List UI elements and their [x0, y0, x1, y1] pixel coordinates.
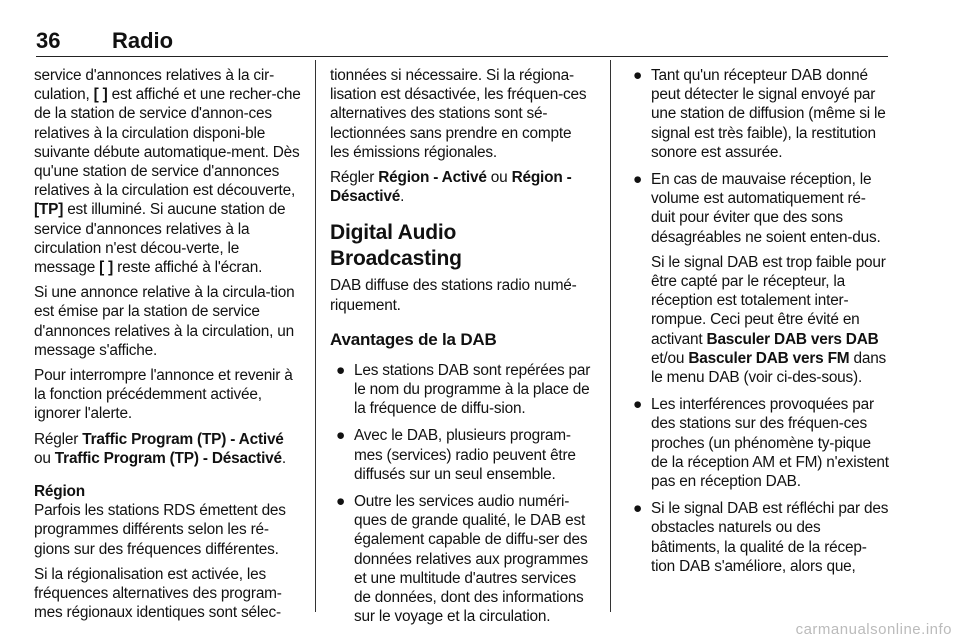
menu-option: Basculer DAB vers DAB	[706, 330, 879, 348]
region-heading: Région	[34, 483, 85, 501]
text: Tant qu'un récepteur DAB donné peut détecter le signal envoyé par une station de diffusion (même si le signal est très faible), la restitution sonore est assurée.	[651, 67, 886, 161]
column-2	[330, 66, 592, 634]
list-item	[627, 499, 889, 576]
text: .	[400, 188, 405, 206]
text: Les stations DAB sont repérées par le nom du programme à la place de la fréquence de diffu-sion.	[354, 361, 591, 418]
menu-option: Basculer DAB vers FM	[688, 349, 850, 367]
advantages-heading: Avantages de la DAB	[330, 329, 497, 349]
menu-option: Région - Activé	[378, 169, 487, 187]
page-number: 36	[36, 28, 61, 53]
list-item	[627, 170, 889, 387]
text: Les interférences provoquées par des stations sur des fréquen-ces proches (un phénomène ty-pique de la réception AM et FM) n'existent pas en réception DAB.	[651, 396, 889, 491]
menu-option: Traffic Program (TP) - Activé	[82, 430, 284, 448]
text: Régler	[34, 430, 83, 448]
paragraph: Parfois les stations RDS émettent des programmes différents selon les ré-gions sur des fréquences différentes.	[34, 502, 286, 558]
bullet-icon: ●	[336, 361, 346, 379]
bullet-icon: ●	[336, 493, 346, 511]
menu-option: Région - Désactivé	[330, 169, 572, 206]
text: Régler	[330, 169, 379, 187]
paragraph: DAB diffuse des stations radio numé-riquement.	[330, 277, 577, 314]
watermark: carmanualsonline.info	[795, 621, 952, 638]
text: Si le signal DAB est réfléchi par des obstacles naturels ou des bâtiments, la qualité de la récep-tion DAB s'améliore, alors que,	[651, 500, 889, 575]
display-tag: [ ]	[93, 86, 108, 104]
paragraph: Si une annonce relative à la circula-tion est émise par la station de service d'annonces relatives à la circulation, un message s'affiche.	[34, 284, 295, 359]
text: En cas de mauvaise réception, le volume est automatiquement ré-duit pour éviter que des sons désagréables ne soient enten-dus.	[651, 171, 881, 246]
section-title: Radio	[112, 28, 174, 53]
text: service d'annonces relatives à la cir-culation,	[34, 67, 274, 104]
text: ou	[34, 449, 55, 467]
header-rule	[36, 56, 888, 57]
paragraph: tionnées si nécessaire. Si la régiona-lisation est désactivée, les fréquen-ces alternatives des stations sont sé-lectionnées sans prendre en compte les émissions régionales.	[330, 67, 587, 161]
list-item	[330, 492, 592, 626]
column-divider	[610, 60, 611, 612]
text: Avec le DAB, plusieurs program-mes (services) radio peuvent être diffusés sur un seul ensemble.	[354, 427, 576, 483]
text: Si le signal DAB est trop faible pour être capté par le récepteur, la réception est totalement inter-rompue. Ceci peut être évité en activant	[651, 253, 886, 348]
dab-notes-list	[627, 66, 889, 576]
text: reste affiché à l'écran.	[113, 259, 263, 277]
list-item	[330, 426, 592, 484]
text: est affiché et une recher-che de la station de service d'annon-ces relatives à la circulation disponi-ble suivante débute automatique-ment. Dès qu'une station de service d'annonces relatives à la circulation est découverte,	[34, 86, 301, 200]
menu-option: Traffic Program (TP) - Désactivé	[54, 449, 282, 467]
list-item	[330, 361, 592, 419]
column-1	[34, 66, 302, 628]
column-3	[627, 66, 889, 584]
list-item	[627, 395, 889, 491]
paragraph: Si la régionalisation est activée, les fréquences alternatives des program-mes régionaux identiques sont sélec-	[34, 565, 282, 622]
text: et/ou	[651, 349, 689, 367]
advantages-list	[330, 361, 592, 627]
paragraph	[330, 168, 592, 206]
bullet-icon: ●	[633, 500, 643, 518]
text: Outre les services audio numéri-ques de grande qualité, le DAB est également capable de diffu-ser des données relatives aux programmes et une multitude d'autres services de données, dont des informations sur le voyage et la circulation.	[354, 493, 588, 626]
bullet-icon: ●	[633, 171, 643, 189]
bullet-icon: ●	[336, 427, 346, 445]
sub-paragraph	[651, 253, 889, 387]
column-divider	[315, 60, 316, 612]
paragraph	[34, 66, 302, 277]
bullet-icon: ●	[633, 67, 643, 84]
text: ou	[486, 169, 512, 187]
list-item	[627, 66, 889, 162]
display-tag: [ ]	[99, 259, 114, 277]
text: .	[281, 449, 286, 467]
display-tag: [TP]	[34, 201, 64, 219]
dab-heading: Digital Audio Broadcasting	[330, 221, 462, 271]
paragraph: Pour interrompre l'annonce et revenir à la fonction précédemment activée, ignorer l'alerte.	[34, 367, 293, 423]
text: est illuminé. Si aucune station de service d'annonces relatives à la circulation n'est décou-verte, le message	[34, 201, 286, 277]
bullet-icon: ●	[633, 396, 643, 414]
text: dans le menu DAB (voir ci-des-sous).	[651, 349, 887, 387]
paragraph	[34, 430, 302, 468]
